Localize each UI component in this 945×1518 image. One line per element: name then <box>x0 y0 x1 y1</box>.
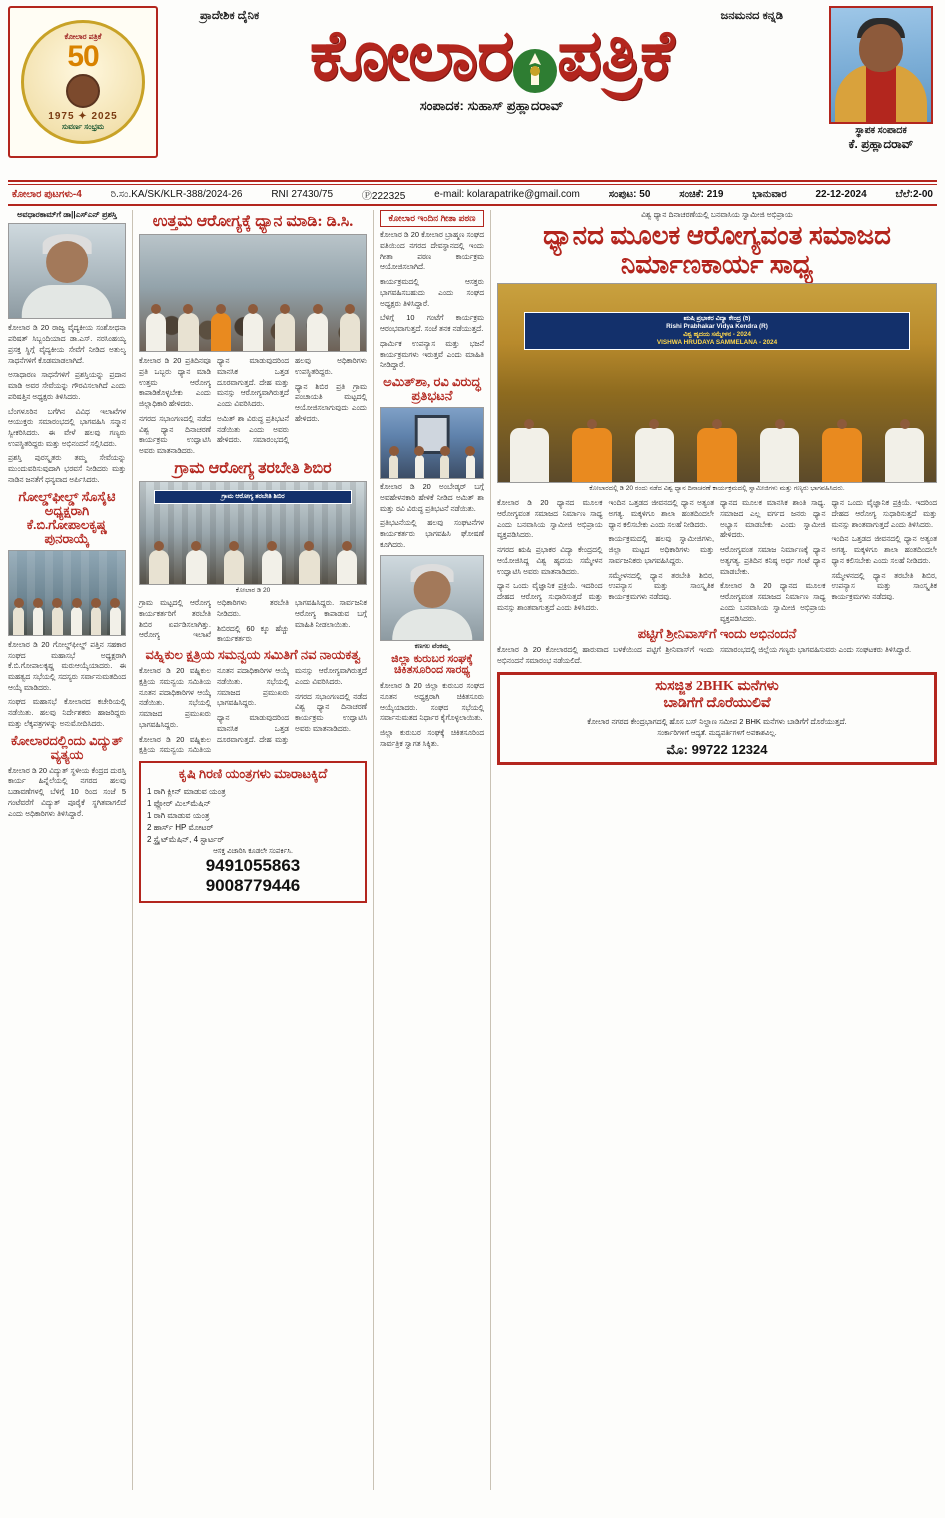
col2-photo-function <box>139 234 367 352</box>
col3-b3-para-0: ಕೋಲಾರ ಡಿ 20 ಜಿಲ್ಲಾ ಕುರುಬರ ಸಂಘದ ನೂತನ ಅಧ್ಯಕ್ಷರಾಗಿ ಚಿಕಿತಸೂರು ಆಯ್ಕೆಯಾದರು. ಸಂಘದ ಸಭೆಯಲ್ಲಿ ಸರ್ವಾನುಮತದ ನಿರ್ಧಾರ ಕೈಗೊಳ್ಳಲಾಯಿತು. <box>380 681 484 723</box>
col2-photo-training <box>139 481 367 585</box>
col5-lead-headline: ಧ್ಯಾನದ ಮೂಲಕ ಆರೋಗ್ಯವಂತ ಸಮಾಜದ ನಿರ್ಮಾಣಕಾರ್ಯ ಸಾಧ್ಯ <box>543 221 891 279</box>
logo-50-text: 50 <box>67 40 99 73</box>
col1-headline-3: ಕೋಲಾರದಲ್ಲಿಂದು ವಿದ್ಯುತ್ ವ್ಯತ್ಯಯ <box>11 732 123 762</box>
masthead <box>8 6 937 182</box>
banner-line-4: VISHWA HRUDAYA SAMMELANA - 2024 <box>656 338 778 346</box>
logo-arc-bottom-text: ಸುವರ್ಣ ಸಂಭ್ರಮ <box>61 122 105 131</box>
col3-photo-caption: ಕಣಗಲ ವೆಂಕಮ್ಮ <box>414 642 450 650</box>
tagline-left: ಪ್ರಾದೇಶಿಕ ದೈನಿಕ <box>200 10 260 22</box>
col2-para-4: ಧ್ಯಾನ ಶಿಬಿರ ಪ್ರತಿ ಗ್ರಾಮ ಪಂಚಾಯತಿ ಮಟ್ಟದಲ್ಲಿ ಆಯೋಜಿಸಲಾಗುವುದು ಎಂದು ಹೇಳಿದರು. <box>295 381 367 423</box>
col2-para-1: ನಗರದ ಸಭಾಂಗಣದಲ್ಲಿ ನಡೆದ ವಿಶ್ವ ಧ್ಯಾನ ದಿನಾಚರಣೆ ಕಾರ್ಯಕ್ರಮ ಉದ್ಘಾಟಿಸಿ ಅವರು ಮಾತನಾಡಿದರು. <box>139 413 211 456</box>
golden-jubilee-logo <box>8 6 158 158</box>
logo-founder-face-icon <box>66 74 100 108</box>
column-1 <box>8 210 126 1490</box>
column-lead <box>497 210 937 1490</box>
banner-line-2: Rishi Prabhakar Vidya Kendra (R) <box>666 322 768 330</box>
price-label: ಬೆಲೆ:2-00 <box>895 189 933 200</box>
col1-para-0: ಕೋಲಾರ ಡಿ 20 ರಾಜ್ಯ ವೈದ್ಯಕೀಯ ಸಂಶೋಧನಾ ಪರಿಷತ್ ಸಿಬ್ಬಂದಿಯಾದ ಡಾ.ಎಸ್. ನರಸಿಂಹಯ್ಯ ಪ್ರಸಕ್ತ ಸ್ಥಿಗ್ಗೆ ವೈದ್ಯಕೀಯ ಸೇವೆಗೆ ನೀಡಿದ ಅತುಲ್ಯ ಸಾಧನೆಗಳಿಗೆ ಕೊಡಮಾಡಲಾಗಿದೆ. <box>8 323 126 365</box>
editor-line: ಸಂಪಾದಕ: ಸುಹಾಸ್ ಪ್ರಹ್ಲಾದರಾವ್ <box>419 98 564 114</box>
col5-para-0b: ಕೋಲಾರ ಡಿ 20 ಧ್ಯಾನದ ಮೂಲಕ ಆರೋಗ್ಯವಂತ ಸಮಾಜದ ನಿರ್ಮಾಣ ಸಾಧ್ಯ ಎಂದು ಬನವಾಸಿಯ ಸ್ವಾಮೀಜಿ ಅಭಿಪ್ರಾಯ ವ್ಯಕ್ತಪಡಿಸಿದರು. <box>720 581 826 623</box>
ad1-phone-2[interactable]: 9008779446 <box>205 876 301 896</box>
col2-headline-3: ವಹ್ನಿಕುಲ ಕ್ಷತ್ರಿಯ ಸಮನ್ವಯ ಸಮಿತಿಗೆ ನವ ನಾಯಕತ್ವ <box>145 647 361 663</box>
col3-b2-para-1: ಪ್ರತಿಭಟನೆಯಲ್ಲಿ ಹಲವು ಸಂಘಟನೆಗಳ ಕಾರ್ಯಕರ್ತರು ಭಾಗವಹಿಸಿ ಘೋಷಣೆ ಕೂಗಿದರು. <box>380 518 484 549</box>
title-part-2: ಪತ್ರಿಕೆ <box>557 18 674 95</box>
ad2-note: ಸಂರ್ಕಾರಿಗಳಿಗೆ ಆದ್ಯತೆ. ಮದ್ಯವರ್ತಿಗಳಿಗೆ ಅವಕಾಶವಿಲ್ಲ. <box>657 729 777 737</box>
col5-b2-para-0: ಕೋಲಾರ ಡಿ 20 ಕೋಲಾರದಲ್ಲಿ ಹಾರುವಾದ ಬಳಕೆಯಿಂದ ಪಟ್ಟಿಗೆ ಶ್ರೀನಿವಾಸ್‌ಗೆ ಇಂದು ಅಭಿನಂದನೆ ಸಮಾರಂಭ ನಡೆಯಲಿದೆ. <box>497 645 714 666</box>
col1-headline-2: ಗೋಲ್ಡ್‌ಫೀಲ್ಡ್ ಸೊಸೈಟಿ ಅಧ್ಯಕ್ಷರಾಗಿ ಕೆ.ಬಿ.ಗೋಪಾಲಕೃಷ್ಣ ಪುನರಾಯ್ಕೆ <box>18 488 116 546</box>
date-label: 22-12-2024 <box>815 189 867 200</box>
col3-b3-para-1: ಜಿಲ್ಲಾ ಕುರುಬರ ಸಂಘಕ್ಕೆ ಚಿಕಿತಸೂರಿಂದ ಸಾರ್ವತ್ರಿಕ ಸ್ವಾಗತ ಸಿಕ್ಕಿತು. <box>380 728 484 748</box>
col1-kicker: ಅವಧಾರಕಾಮ್‌ಗೆ ಡಾ||ಎಸ್‌ಎನ್ ಪ್ರಶಸ್ತಿ <box>17 210 117 219</box>
col1-photo-meeting <box>8 550 126 636</box>
col3-box-headline: ಕೋಲಾರ ಇಂದಿನ ಗೀತಾ ಪಠಣ <box>388 213 476 223</box>
state-emblem-icon <box>511 39 559 87</box>
col5-photo-conference <box>497 283 937 483</box>
col1-para-3: ಪ್ರಶಸ್ತಿ ಪುರಸ್ಕೃತರು ತಮ್ಮ ಸೇವೆಯನ್ನು ಮುಂದುವರಿಸುವುದಾಗಿ ಭರವಸೆ ನೀಡಿದರು ಮತ್ತು ನಾಡಿನ ಜನತೆಗೆ ಧನ್ಯವಾದ ಅರ್ಪಿಸಿದರು. <box>8 453 126 484</box>
col3-para-3: ಧಾರ್ಮಿಕ ಉಪನ್ಯಾಸ ಮತ್ತು ಭಜನೆ ಕಾರ್ಯಕ್ರಮಗಳು ಇರುತ್ತವೆ ಎಂದು ಮಾಹಿತಿ ನೀಡಿದ್ದಾರೆ. <box>380 338 484 370</box>
col2-headline-2: ಗ್ರಾಮ ಆರೋಗ್ಯ ತರಬೇತಿ ಶಿಬಿರ <box>174 459 332 477</box>
tagline-right: ಜನಮನದ ಕನ್ನಡಿ <box>720 10 783 22</box>
email-address: e-mail: kolarapatrike@gmail.com <box>434 189 580 200</box>
phone-number: Ⓟ222325 <box>361 191 406 202</box>
rni-number: RNI 27430/75 <box>271 189 334 200</box>
col3-photo-venkamma <box>380 555 484 641</box>
ad1-item-1: 1 ಫ್ಲೋರ್ ಮಿಲ್‌ಮೆಷಿನ್ <box>147 798 211 808</box>
banner-line-3: ವಿಶ್ವ ಹೃದಯ ಸಮ್ಮೇಳನ - 2024 <box>683 330 751 338</box>
ad1-note: ಆಸಕ್ತ ವಿಚಾರಿಸಿ ಕೂಡಲೇ ಸಂಪರ್ಕಿಸಿ. <box>213 847 293 855</box>
col1-b3-para-0: ಕೋಲಾರ ಡಿ 20 ವಿದ್ಯುತ್ ಸ್ಥಳೀಯ ಕೆಂದ್ರದ ದುರಸ್ತಿ ಕಾರ್ಯ ಹಿನ್ನೆಲೆಯಲ್ಲಿ ನಗರದ ಹಲವು ಬಡಾವಣೆಗಳಲ್ಲಿ ಬೆಳಿಗ್ಗೆ 10 ರಿಂದ ಸಂಜೆ 5 ಗಂಟೆವರೆಗೆ ವಿದ್ಯುತ್ ಪೂರೈಕೆ ಸ್ಥಗಿತವಾಗಲಿದೆ ಎಂದು ಅಧಿಕಾರಿಗಳು ತಿಳಿಸಿದ್ದಾರೆ. <box>8 765 126 818</box>
conference-banner <box>524 312 909 350</box>
ad-farm-machinery <box>139 761 367 903</box>
day-label: ಭಾನುವಾರ <box>752 189 787 200</box>
col5-kicker: ವಿಶ್ವ ಧ್ಯಾನ ದಿನಾಚರಣೆಯಲ್ಲಿ ಬನವಾಸಿಯ ಸ್ವಾಮೀಜಿ ಅಭಿಪ್ರಾಯ <box>641 210 793 219</box>
founder-name: ಕೆ. ಪ್ರಹ್ಲಾದರಾವ್ <box>848 136 914 151</box>
logo-ring <box>21 20 145 144</box>
col2-b3-para-0b: ಕೋಲಾರ ಡಿ 20 ವಹ್ನಿಕುಲ ಕ್ಷತ್ರಿಯ ಸಮನ್ವಯ ಸಮಿತಿಯ ನೂತನ ಪದಾಧಿಕಾರಿಗಳ ಆಯ್ಕೆ ನಡೆಯಿತು. ಸಭೆಯಲ್ಲಿ ಸಮಾಜದ ಪ್ರಮುಖರು ಭಾಗವಹಿಸಿದ್ದರು. <box>139 666 289 755</box>
col5-para-2: ಧ್ಯಾನ ಒಂದು ವೈಜ್ಞಾನಿಕ ಪ್ರಕ್ರಿಯೆ. ಇದರಿಂದ ದೇಹದ ಆರೋಗ್ಯ ಸುಧಾರಿಸುತ್ತದೆ ಮತ್ತು ಮನಸ್ಸು ಶಾಂತವಾಗುತ್ತದೆ ಎಂದು ತಿಳಿಸಿದರು. <box>497 581 603 612</box>
ad1-items <box>145 786 361 846</box>
col2-b3-para-0d: ನಗರದ ಸಭಾಂಗಣದಲ್ಲಿ ನಡೆದ ವಿಶ್ವ ಧ್ಯಾನ ದಿನಾಚರಣೆ ಕಾರ್ಯಕ್ರಮ ಉದ್ಘಾಟಿಸಿ ಅವರು ಮಾತನಾಡಿದರು. <box>295 691 367 733</box>
ad2-phone[interactable]: ಮೊ: 99722 12324 <box>666 741 768 757</box>
ad-2bhk <box>497 672 937 765</box>
col1-b2-para-1: ಸಂಘದ ಮಹಾಸಭೆ ಕೋಲಾರದ ಕಚೇರಿಯಲ್ಲಿ ನಡೆಯಿತು. ಹಲವು ನಿರ್ದೇಶಕರು ಹಾಜರಿದ್ದರು ಮತ್ತು ಲೆಕ್ಕಪತ್ರಗಳನ್ನು ಅನುಮೋದಿಸಿದರು. <box>8 697 126 728</box>
founder-portrait-block <box>825 6 937 152</box>
column-3 <box>380 210 484 1490</box>
col2-headline: ಉತ್ತಮ ಆರೋಗ್ಯಕ್ಕೆ ಧ್ಯಾನ ಮಾಡಿ: ಡಿ.ಸಿ. <box>152 213 354 230</box>
col5-para-0: ಕೋಲಾರ ಡಿ 20 ಧ್ಯಾನದ ಮೂಲಕ ಆರೋಗ್ಯವಂತ ಸಮಾಜದ ನಿರ್ಮಾಣ ಸಾಧ್ಯ ಎಂದು ಬನವಾಸಿಯ ಸ್ವಾಮೀಜಿ ಅಭಿಪ್ರಾಯ ವ್ಯಕ್ತಪಡಿಸಿದರು. <box>497 498 603 540</box>
col3-para-0: ಕೋಲಾರ ಡಿ 20 ಕೋಲಾರ ಬ್ರಾಹ್ಮಣ ಸಂಘದ ವತಿಯಿಂದ ನಗರದ ದೇವಸ್ಥಾನದಲ್ಲಿ ಇಂದು ಗೀತಾ ಪಠಣ ಕಾರ್ಯಕ್ರಮ ಆಯೋಜಿಸಲಾಗಿದೆ. <box>380 230 484 272</box>
ad2-body: ಕೋಲಾರ ನಗರದ ಕೇಂದ್ರಭಾಗದಲ್ಲಿ ಹೊಸ ಬಸ್ ನಿಲ್ದಾಣ ಸಮೀಪ 2 BHK ಮನೆಗಳು ಬಾಡಿಗೆಗೆ ದೊರೆಯುತ್ತದೆ. <box>587 717 847 727</box>
title-block <box>158 6 825 114</box>
ad1-title: ಕೃಷಿ ಗಿರಣಿ ಯಂತ್ರಗಳು ಮಾರಾಟಕ್ಕಿದೆ <box>178 765 328 781</box>
col5-photo-caption: ಕೋಲಾರದಲ್ಲಿ ಡಿ 20 ರಂದು ನಡೆದ ವಿಶ್ವ ಧ್ಯಾನ ದಿನಾಚರಣೆ ಕಾರ್ಯಕ್ರಮದಲ್ಲಿ ಸ್ವಾಮೀಜಿಗಳು ಮತ್ತು ಗಣ್ಯರು ಭಾಗವಹಿಸಿದರು. <box>589 485 845 493</box>
col1-para-2: ಬೆಂಗಳೂರಿನ ಬಗೆಗಿನ ವಿವಿಧ ಇಲಾಖೆಗಳ ಆಯುಕ್ತರು ಸಮಾರಂಭದಲ್ಲಿ ಭಾಗವಹಿಸಿ ಸನ್ಮಾನ ಸ್ವೀಕರಿಸಿದರು. ಈ ವೇಳೆ ಹಲವು ಗಣ್ಯರು ಉಪಸ್ಥಿತರಿದ್ದರು ಮತ್ತು ಅಭಿನಂದನೆ ಸಲ್ಲಿಸಿದರು. <box>8 406 126 448</box>
col3-head-box <box>380 210 484 227</box>
col2-b2-para-0: ಗ್ರಾಮ ಮಟ್ಟದಲ್ಲಿ ಆರೋಗ್ಯ ಕಾರ್ಯಕರ್ತರಿಗೆ ತರಬೇತಿ ಶಿಬಿರ ಏರ್ಪಡಿಸಲಾಗಿತ್ತು. ಆರೋಗ್ಯ ಇಲಾಖೆ ಅಧಿಕಾರಿಗಳು ತರಬೇತಿ ನೀಡಿದರು. <box>139 598 289 640</box>
col3-photo-protest <box>380 407 484 479</box>
issue-label: ಸಂಚಿಕೆ: 219 <box>679 189 724 200</box>
banner-line-1: ಋಷಿ ಪ್ರಭಾಕರ ವಿದ್ಯಾ ಕೇಂದ್ರ (ರಿ) <box>683 314 751 322</box>
col3-para-2: ಬೆಳಿಗ್ಗೆ 10 ಗಂಟೆಗೆ ಕಾರ್ಯಕ್ರಮ ಆರಂಭವಾಗುತ್ತದೆ. ಸಂಜೆ ತನಕ ನಡೆಯುತ್ತದೆ. <box>380 313 484 334</box>
founder-photo <box>829 6 933 124</box>
col2-para-2: ಧ್ಯಾನ ಮಾಡುವುದರಿಂದ ಮಾನಸಿಕ ಒತ್ತಡ ದೂರವಾಗುತ್ತದೆ. ದೇಹ ಮತ್ತು ಮನಸ್ಸು ಆರೋಗ್ಯವಾಗಿರುತ್ತದೆ ಎಂದು ವಿವರಿಸಿದರು. <box>217 356 289 409</box>
col2-caption-2: ಕೋಲಾರ ಡಿ 20 <box>235 587 271 595</box>
col2-b3-para-0: ಕೋಲಾರ ಡಿ 20 ವಹ್ನಿಕುಲ ಕ್ಷತ್ರಿಯ ಸಮನ್ವಯ ಸಮಿತಿಯ ನೂತನ ಪದಾಧಿಕಾರಿಗಳ ಆಯ್ಕೆ ನಡೆಯಿತು. ಸಭೆಯಲ್ಲಿ ಸಮಾಜದ ಪ್ರಮುಖರು ಭಾಗವಹಿಸಿದ್ದರು. <box>139 666 211 729</box>
ad1-phone-1[interactable]: 9491055863 <box>205 855 301 875</box>
col5-b2-para-1: ಸಮಾರಂಭದಲ್ಲಿ ಜಿಲ್ಲೆಯ ಗಣ್ಯರು ಭಾಗವಹಿಸುವರು ಎಂದು ಸಂಘಟಕರು ತಿಳಿಸಿದ್ದಾರೆ. <box>720 645 912 655</box>
ad2-title-line-2: ಬಾಡಿಗೆಗೆ ದೊರೆಯುಲಿವೆ <box>663 695 771 711</box>
col2-para-3: ಅಮಿತ್ ಶಾ ವಿರುದ್ಧ ಪ್ರತಿಭಟನೆ ನಡೆಯಿತು ಎಂದು ಅವರು ಹೇಳಿದರು. ಸಮಾರಂಭದಲ್ಲಿ ಹಲವು ಅಧಿಕಾರಿಗಳು ಉಪಸ್ಥಿತರಿದ್ದರು. <box>217 356 367 445</box>
registration-number: ರಿ.ಸಂ.KA/SK/KLR-388/2024-26 <box>110 189 243 200</box>
col3-para-1: ಕಾರ್ಯಕ್ರಮದಲ್ಲಿ ಆಸಕ್ತರು ಭಾಗವಹಿಸಬಹುದು ಎಂದು ಸಂಘದ ಅಧ್ಯಕ್ಷರು ತಿಳಿಸಿದ್ದಾರೆ. <box>380 277 484 308</box>
col4-para-0: ಧ್ಯಾನದ ಮೂಲಕ ಮಾನಸಿಕ ಶಾಂತಿ ಸಾಧ್ಯ. ಸಮಾಜದ ಎಲ್ಲ ವರ್ಗದ ಜನರು ಧ್ಯಾನ ಅಭ್ಯಾಸ ಮಾಡಬೇಕು ಎಂದು ಸ್ವಾಮೀಜಿ ಹೇಳಿದರು. <box>720 498 826 540</box>
col1-para-1: ಅಸಾಧಾರಣ ಸಾಧನೆಗಳಿಗೆ ಪ್ರಶಸ್ತಿಯನ್ನು ಪ್ರದಾನ ಮಾಡಿ ಅವರ ಸೇವೆಯನ್ನು ಗೌರವಿಸಲಾಗಿದೆ ಎಂದು ಪರಿಷತ್ತಿನ ಅಧ್ಯಕ್ಷರು ತಿಳಿಸಿದರು. <box>8 370 126 401</box>
logo-arc-top-text: ಕೋಲಾರ ಪತ್ರಿಕೆ <box>64 32 102 41</box>
ad1-item-0: 1 ರಾಗಿ ಕ್ಲೀನ್ ಮಾಡುವ ಯಂತ್ರ <box>147 786 226 796</box>
col3-headline-3: ಜಿಲ್ಲಾ ಕುರುಬರ ಸಂಘಕ್ಕೆ ಚಿಕಿತಸೂರಿಂದ ಸಾರಥ್ಯ <box>391 652 473 677</box>
founder-caption: ಸ್ಥಾಪಕ ಸಂಪಾದಕ <box>855 125 907 136</box>
col2-b3-para-0c: ಧ್ಯಾನ ಮಾಡುವುದರಿಂದ ಮಾನಸಿಕ ಒತ್ತಡ ದೂರವಾಗುತ್ತದೆ. ದೇಹ ಮತ್ತು ಮನಸ್ಸು ಆರೋಗ್ಯವಾಗಿರುತ್ತದೆ ಎಂದು ವಿವರಿಸಿದರು. <box>217 666 367 744</box>
col5-headline-2: ಪಟ್ಟಿಗೆ ಶ್ರೀನಿವಾಸ್‌ಗೆ ಇಂದು ಅಭಿನಂದನೆ <box>637 626 797 642</box>
col2-photo-banner-text: ಗ್ರಾಮ ಆರೋಗ್ಯ ತರಬೇತಿ ಶಿಬಿರ <box>221 493 285 501</box>
col3-b2-para-0: ಕೋಲಾರ ಡಿ 20 ಅಂಬೇಡ್ಕರ್ ಬಗ್ಗೆ ಅವಹೇಳನಕಾರಿ ಹೇಳಿಕೆ ನೀಡಿದ ಅಮಿತ್ ಶಾ ಮತ್ತು ರವಿ ವಿರುದ್ಧ ಪ್ರತಿಭಟನೆ ನಡೆಯಿತು. <box>380 482 484 513</box>
col5-para-1: ನಗರದ ಋಷಿ ಪ್ರಭಾಕರ ವಿದ್ಯಾ ಕೇಂದ್ರದಲ್ಲಿ ಆಯೋಜಿಸಿದ್ದ ವಿಶ್ವ ಹೃದಯ ಸಮ್ಮೇಳನ ಉದ್ಘಾಟಿಸಿ ಅವರು ಮಾತನಾಡಿದರು. <box>497 545 603 576</box>
col1-b2-para-0: ಕೋಲಾರ ಡಿ 20 ಗೋಲ್ಡ್‌ಫೀಲ್ಡ್ ಪತ್ತಿನ ಸಹಕಾರ ಸಂಘದ ಮಹಾಸಭೆ ಅಧ್ಯಕ್ಷರಾಗಿ ಕೆ.ಬಿ.ಗೋಪಾಲಕೃಷ್ಣ ಮರುಆಯ್ಕೆಯಾದರು. ಈ ಮಹತ್ವದ ಸಭೆಯಲ್ಲಿ ಸದಸ್ಯರು ಸರ್ವಾನುಮತದಿಂದ ಆಯ್ಕೆ ಮಾಡಿದರು. <box>8 639 126 692</box>
col5-para-3: ಇಂದಿನ ಒತ್ತಡದ ಜೀವನದಲ್ಲಿ ಧ್ಯಾನ ಅತ್ಯಂತ ಅಗತ್ಯ. ಮಕ್ಕಳಿಗೂ ಶಾಲಾ ಹಂತದಿಂದಲೇ ಧ್ಯಾನ ಕಲಿಸಬೇಕು ಎಂದು ಸಲಹೆ ನೀಡಿದರು. <box>608 498 714 529</box>
ad1-item-2: 1 ರಾಗಿ ಮಾಡುವ ಯಂತ್ರ <box>147 810 210 820</box>
ad1-item-3: 2 ಹಾರ್ಸ್ HP ಮೋಟರ್ <box>147 822 214 832</box>
col1-photo-person <box>8 223 126 319</box>
col5-para-4: ಕಾರ್ಯಕ್ರಮದಲ್ಲಿ ಹಲವು ಸ್ವಾಮೀಜಿಗಳು, ಜಿಲ್ಲಾ ಮಟ್ಟದ ಅಧಿಕಾರಿಗಳು ಮತ್ತು ಸಾರ್ವಜನಿಕರು ಭಾಗವಹಿಸಿದ್ದರು. <box>608 534 714 565</box>
col5-para-2b: ಧ್ಯಾನ ಒಂದು ವೈಜ್ಞಾನಿಕ ಪ್ರಕ್ರಿಯೆ. ಇದರಿಂದ ದೇಹದ ಆರೋಗ್ಯ ಸುಧಾರಿಸುತ್ತದೆ ಮತ್ತು ಮನಸ್ಸು ಶಾಂತವಾಗುತ್ತದೆ ಎಂದು ತಿಳಿಸಿದರು. <box>831 498 937 529</box>
page-count: ಕೋಲಾರ ಪುಟಗಳು-4 <box>12 189 82 200</box>
page-title <box>164 18 819 95</box>
col2-b2-para-1: ಶಿಬಿರದಲ್ಲಿ 60 ಕ್ಕೂ ಹೆಚ್ಚು ಕಾರ್ಯಕರ್ತರು ಭಾಗವಹಿಸಿದ್ದರು. ಸಾರ್ವಜನಿಕ ಆರೋಗ್ಯ ಕಾಪಾಡುವ ಬಗ್ಗೆ ಮಾಹಿತಿ ನೀಡಲಾಯಿತು. <box>217 598 367 644</box>
col5-para-5b: ಸಮ್ಮೇಳನದಲ್ಲಿ ಧ್ಯಾನ ತರಬೇತಿ ಶಿಬಿರ, ಉಪನ್ಯಾಸ ಮತ್ತು ಸಾಂಸ್ಕೃತಿಕ ಕಾರ್ಯಕ್ರಮಗಳು ನಡೆದವು. <box>831 570 937 602</box>
col5-para-5: ಸಮ್ಮೇಳನದಲ್ಲಿ ಧ್ಯಾನ ತರಬೇತಿ ಶಿಬಿರ, ಉಪನ್ಯಾಸ ಮತ್ತು ಸಾಂಸ್ಕೃತಿಕ ಕಾರ್ಯಕ್ರಮಗಳು ನಡೆದವು. <box>608 570 714 602</box>
publication-info-strip <box>8 184 937 206</box>
ad1-item-4: 2 ಸ್ಟ್ರೈಟ್‌ಮೆಷಿನ್, 4 ಸ್ಟಾರ್ಟರ್ <box>147 834 225 844</box>
col5-para-3b: ಇಂದಿನ ಒತ್ತಡದ ಜೀವನದಲ್ಲಿ ಧ್ಯಾನ ಅತ್ಯಂತ ಅಗತ್ಯ. ಮಕ್ಕಳಿಗೂ ಶಾಲಾ ಹಂತದಿಂದಲೇ ಧ್ಯಾನ ಕಲಿಸಬೇಕು ಎಂದು ಸಲಹೆ ನೀಡಿದರು. <box>831 534 937 565</box>
column-2 <box>139 210 367 1490</box>
col4-para-1: ಆರೋಗ್ಯವಂತ ಸಮಾಜ ನಿರ್ಮಾಣಕ್ಕೆ ಧ್ಯಾನ ಅತ್ಯಗತ್ಯ. ಪ್ರತಿದಿನ ಕನಿಷ್ಠ ಅರ್ಧ ಗಂಟೆ ಧ್ಯಾನ ಮಾಡಬೇಕು. <box>720 545 826 576</box>
content-columns <box>8 210 937 1490</box>
title-part-1: ಕೋಲಾರ <box>309 18 513 95</box>
col2-para-0: ಕೋಲಾರ ಡಿ 20 ಪ್ರತಿದಿನವೂ ಪ್ರತಿ ಒಬ್ಬರು ಧ್ಯಾನ ಮಾಡಿ ಉತ್ತಮ ಆರೋಗ್ಯ ಕಾಪಾಡಿಕೊಳ್ಳಬೇಕು ಎಂದು ಜಿಲ್ಲಾಧಿಕಾರಿ ಹೇಳಿದರು. <box>139 356 211 409</box>
ad2-title-line-1: ಸುಸಜ್ಜಿತ 2BHK ಮನೆಗಳು <box>655 678 779 694</box>
col3-headline-2: ಅಮಿತ್‌ಶಾ, ರವಿ ವಿರುದ್ಧ ಪ್ರತಿಭಟನೆ <box>383 374 481 404</box>
volume-label: ಸಂಪುಟ: 50 <box>608 189 651 200</box>
logo-years-text: 1975 ✦ 2025 <box>48 111 118 122</box>
